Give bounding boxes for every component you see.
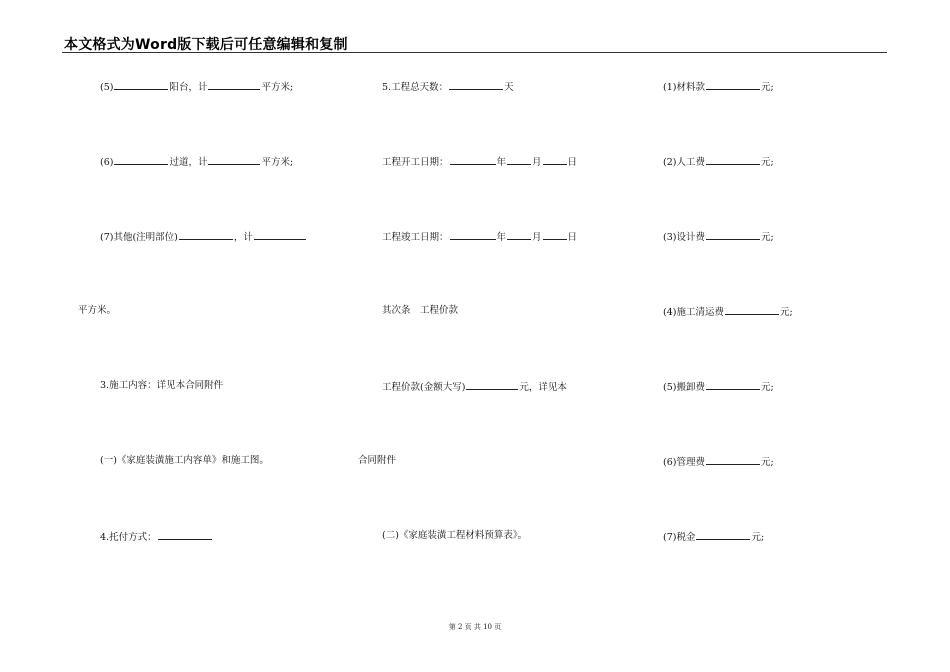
col1-row5: 3.施工内容：详见本合同附件 bbox=[100, 380, 224, 391]
col3-row6-label: (6)管理费 bbox=[663, 457, 705, 468]
col2-row1-unit: 天 bbox=[504, 82, 514, 93]
blank-line bbox=[450, 230, 496, 240]
col1-row1-label: (5) bbox=[100, 82, 114, 93]
col1-row2-text: 过道，计 bbox=[169, 157, 208, 168]
col2-row6: 合同附件 bbox=[358, 455, 397, 466]
col3-row5-label: (5)搬卸费 bbox=[663, 382, 705, 393]
col1-row2-unit: 平方米; bbox=[261, 157, 294, 168]
col3-row6-unit: 元; bbox=[760, 457, 774, 468]
blank-line bbox=[706, 455, 760, 465]
col3-row3-unit: 元; bbox=[760, 232, 774, 243]
col3-row1 bbox=[663, 80, 774, 94]
col1-row3 bbox=[100, 230, 307, 244]
col3-row4 bbox=[663, 305, 793, 319]
header-divider bbox=[62, 52, 887, 53]
blank-line bbox=[466, 380, 518, 390]
col3-row2-label: (2)人工费 bbox=[663, 157, 705, 168]
col3-row3-label: (3)设计费 bbox=[663, 232, 705, 243]
col2-row5-label: 工程价款(金额大写) bbox=[382, 382, 466, 393]
blank-line bbox=[179, 230, 233, 240]
col1-row3-text: ，计 bbox=[233, 232, 253, 243]
col3-row5 bbox=[663, 380, 774, 394]
col2-row4: 其次条 工程价款 bbox=[382, 305, 459, 316]
blank-line bbox=[507, 155, 531, 165]
col3-row2-unit: 元; bbox=[760, 157, 774, 168]
col2-row7: (二)《家庭装潢工程材料预算表》。 bbox=[382, 530, 528, 541]
col1-row4: 平方米。 bbox=[78, 305, 117, 316]
col1-row7 bbox=[100, 530, 213, 544]
col2-row3-day: 日 bbox=[567, 232, 578, 243]
col3-row4-unit: 元; bbox=[779, 307, 793, 318]
blank-line bbox=[706, 230, 760, 240]
document-header: 本文格式为Word版下载后可任意编辑和复制 bbox=[64, 37, 348, 53]
blank-line bbox=[254, 230, 306, 240]
col2-row3 bbox=[382, 230, 577, 244]
blank-line bbox=[449, 80, 503, 90]
blank-line bbox=[706, 155, 760, 165]
col1-row6: (一)《家庭装潢施工内容单》和施工图。 bbox=[100, 455, 269, 466]
col3-row7-unit: 元; bbox=[751, 532, 765, 543]
col2-row2-month: 月 bbox=[532, 157, 542, 168]
col3-row3 bbox=[663, 230, 774, 244]
blank-line bbox=[696, 530, 750, 540]
blank-line bbox=[208, 155, 260, 165]
blank-line bbox=[114, 80, 168, 90]
blank-line bbox=[543, 230, 567, 240]
col1-row2-label: (6) bbox=[100, 157, 114, 168]
page-number: 第 2 页 共 10 页 bbox=[448, 623, 502, 631]
col1-row1-unit: 平方米; bbox=[261, 82, 294, 93]
col3-row5-unit: 元; bbox=[760, 382, 774, 393]
col2-row2 bbox=[382, 155, 577, 169]
col3-row1-unit: 元; bbox=[760, 82, 774, 93]
col2-row3-month: 月 bbox=[532, 232, 542, 243]
col1-row7-label: 4.托付方式： bbox=[100, 532, 157, 543]
col3-row2 bbox=[663, 155, 774, 169]
blank-line bbox=[543, 155, 567, 165]
col1-row1 bbox=[100, 80, 293, 94]
col2-row2-day: 日 bbox=[567, 157, 578, 168]
col1-row2 bbox=[100, 155, 293, 169]
col3-row7 bbox=[663, 530, 764, 544]
blank-line bbox=[725, 305, 779, 315]
col3-row6 bbox=[663, 455, 774, 469]
col1-row1-text: 阳台，计 bbox=[169, 82, 208, 93]
col3-row4-label: (4)施工清运费 bbox=[663, 307, 724, 318]
col2-row5-text: 元，详见本 bbox=[519, 382, 567, 393]
col2-row3-year: 年 bbox=[496, 232, 507, 243]
blank-line bbox=[450, 155, 496, 165]
col2-row1-label: 5.工程总天数： bbox=[382, 82, 449, 93]
blank-line bbox=[706, 80, 760, 90]
blank-line bbox=[208, 80, 260, 90]
col2-row2-year: 年 bbox=[496, 157, 507, 168]
blank-line bbox=[706, 380, 760, 390]
col2-row2-label: 工程开工日期： bbox=[382, 157, 449, 168]
blank-line bbox=[507, 230, 531, 240]
blank-line bbox=[158, 530, 212, 540]
col3-row1-label: (1)材料款 bbox=[663, 82, 705, 93]
blank-line bbox=[114, 155, 168, 165]
col3-row7-label: (7)税金 bbox=[663, 532, 696, 543]
col2-row1 bbox=[382, 80, 514, 94]
col1-row3-label: (7)其他(注明部位) bbox=[100, 232, 178, 243]
col2-row3-label: 工程竣工日期： bbox=[382, 232, 449, 243]
col2-row5 bbox=[382, 380, 567, 394]
